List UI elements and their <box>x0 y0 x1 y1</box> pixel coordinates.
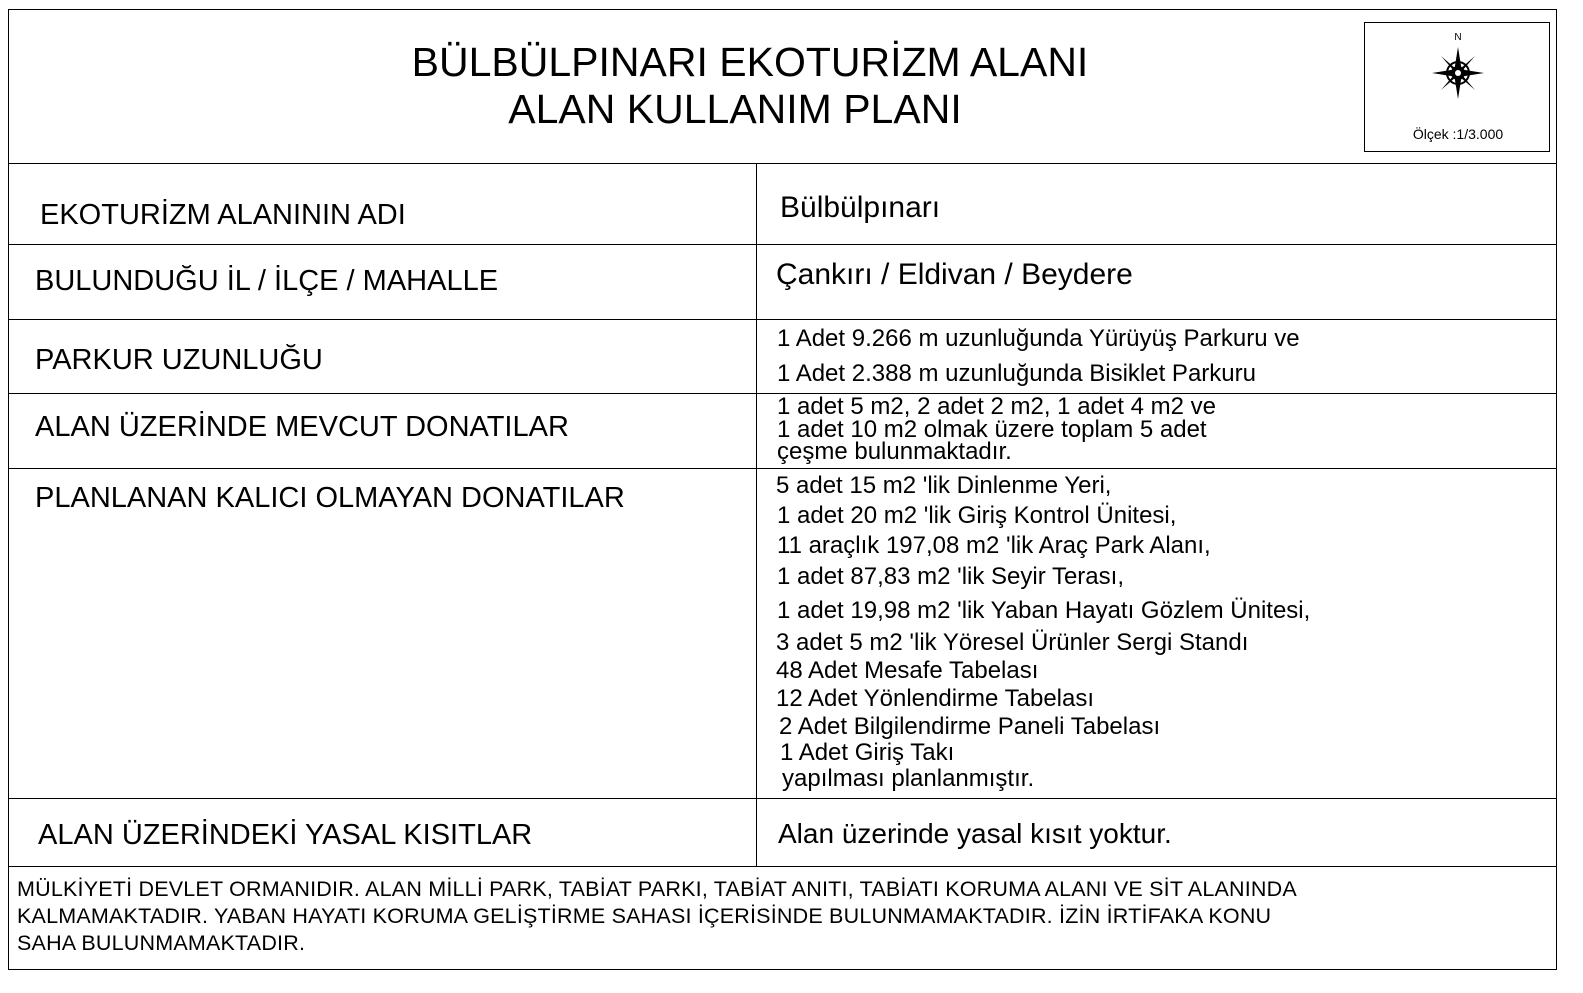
label-location: BULUNDUĞU İL / İLÇE / MAHALLE <box>35 265 499 297</box>
north-label: N <box>1454 32 1462 43</box>
title-line-2: ALAN KULLANIM PLANI <box>508 86 962 132</box>
north-arrow-compass-icon <box>1432 47 1484 99</box>
scale-label: Ölçek :1/3.000 <box>1412 126 1504 142</box>
value-existing-line: 1 adet 5 m2, 2 adet 2 m2, 1 adet 4 m2 ve <box>777 393 1216 420</box>
label-legal-restrictions: ALAN ÜZERİNDEKİ YASAL KISITLAR <box>38 819 533 851</box>
title-line-1: BÜLBÜLPINARI EKOTURİZM ALANI <box>411 39 1089 85</box>
label-planned-facilities: PLANLANAN KALICI OLMAYAN DONATILAR <box>35 482 625 514</box>
label-existing-facilities: ALAN ÜZERİNDE MEVCUT DONATILAR <box>35 411 569 443</box>
value-planned-line: 1 adet 20 m2 'lik Giriş Kontrol Ünitesi, <box>777 502 1177 529</box>
value-planned-line: 5 adet 15 m2 'lik Dinlenme Yeri, <box>776 472 1112 499</box>
footer-note-line: KALMAMAKTADIR. YABAN HAYATI KORUMA GELİŞTİRME SAHASI İÇERİSİNDE BULUNMAMAKTADIR. İZİN İRTİFAKA KONU <box>17 904 1272 928</box>
value-existing-line: çeşme bulunmaktadır. <box>777 438 1012 465</box>
value-planned-line: 2 Adet Bilgilendirme Paneli Tabelası <box>779 713 1161 740</box>
column-divider <box>756 163 757 866</box>
value-trail-line: 1 Adet 9.266 m uzunluğunda Yürüyüş Parkuru ve <box>777 325 1300 352</box>
value-planned-line: 3 adet 5 m2 'lik Yöresel Ürünler Sergi Standı <box>776 629 1249 656</box>
value-planned-line: 1 adet 87,83 m2 'lik Seyir Terası, <box>777 563 1124 590</box>
footer-note-line: SAHA BULUNMAMAKTADIR. <box>17 931 306 955</box>
value-planned-line: 1 adet 19,98 m2 'lik Yaban Hayatı Gözlem Ünitesi, <box>777 597 1311 624</box>
header-divider <box>8 163 1557 164</box>
value-planned-line: 11 araçlık 197,08 m2 'lik Araç Park Alanı, <box>777 532 1211 559</box>
north-scale-box <box>1364 22 1550 152</box>
value-planned-line: 48 Adet Mesafe Tabelası <box>776 657 1039 684</box>
row-divider-2 <box>8 319 1557 320</box>
row-divider-1 <box>8 244 1557 245</box>
value-planned-line: 1 Adet Giriş Takı <box>780 739 955 766</box>
label-trail-length: PARKUR UZUNLUĞU <box>35 344 323 376</box>
value-area-name: Bülbülpınarı <box>780 191 941 224</box>
footer-note-line: MÜLKİYETİ DEVLET ORMANIDIR. ALAN MİLLİ PARK, TABİAT PARKI, TABİAT ANITI, TABİATI KORUMA ALANI VE SİT ALANINDA <box>17 877 1297 901</box>
row-divider-6 <box>8 866 1557 867</box>
value-planned-line: yapılması planlanmıştır. <box>782 765 1035 792</box>
value-location: Çankırı / Eldivan / Beydere <box>776 258 1133 291</box>
row-divider-5 <box>8 798 1557 799</box>
row-divider-4 <box>8 468 1557 469</box>
value-existing-line: 1 adet 10 m2 olmak üzere toplam 5 adet <box>777 416 1207 443</box>
value-trail-line: 1 Adet 2.388 m uzunluğunda Bisiklet Parkuru <box>777 360 1256 387</box>
label-area-name: EKOTURİZM ALANININ ADI <box>40 199 406 231</box>
value-planned-line: 12 Adet Yönlendirme Tabelası <box>776 685 1095 712</box>
value-legal-restrictions: Alan üzerinde yasal kısıt yoktur. <box>778 818 1172 849</box>
